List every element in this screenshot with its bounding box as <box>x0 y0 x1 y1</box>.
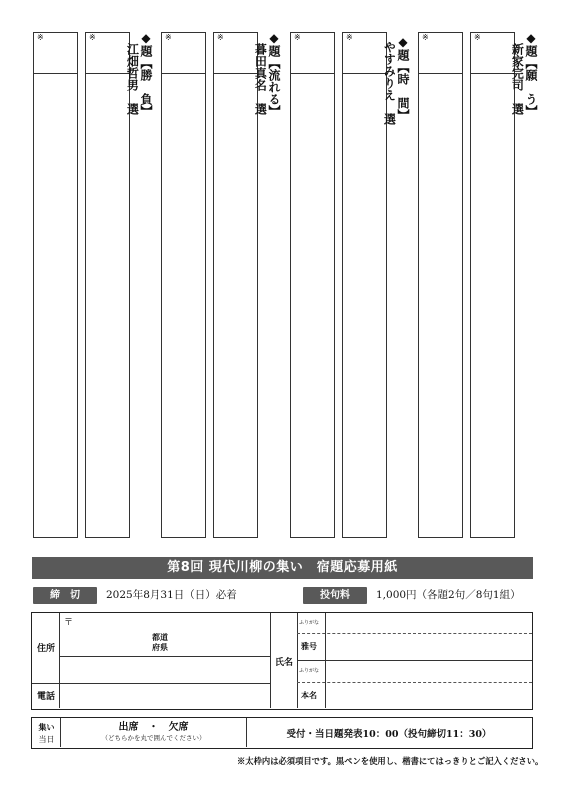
required-mark: ※ <box>89 33 96 42</box>
furigana-label: ふりがな <box>299 668 320 674</box>
theme-label: ◆題【願 う】 新家完司 選 <box>510 31 538 117</box>
real-name-furigana-field[interactable] <box>326 661 531 681</box>
address-line-2[interactable] <box>60 657 270 683</box>
entry-box[interactable] <box>290 32 335 538</box>
selector-name: やすみりえ 選 <box>382 41 397 125</box>
attendance-choice[interactable]: 出席 ・ 欠席 <box>118 722 189 733</box>
deadline-value: 2025年8月31日（日）必着 <box>106 589 237 601</box>
theme-label: ◆題【勝 負】 江畑哲男 選 <box>125 31 153 117</box>
required-mark: ※ <box>346 33 353 42</box>
prefecture-label: 都道 府県 <box>152 632 168 652</box>
required-mark: ※ <box>422 33 429 42</box>
fee-value: 1,000円（各題2句／8句1組） <box>376 589 521 601</box>
address-label: 住所 <box>36 644 55 654</box>
required-mark: ※ <box>165 33 172 42</box>
gathering-label-top: 集い <box>38 722 55 732</box>
phone-label: 電話 <box>36 692 55 702</box>
entry-box[interactable] <box>418 32 463 538</box>
attendance-note: （どちらかを丸で囲んでください） <box>101 734 206 742</box>
selector-name: 暮田真名 選 <box>253 43 268 115</box>
required-mark: ※ <box>294 33 301 42</box>
reception-info: 受付・当日題発表10：00（投句締切11：30） <box>286 729 492 740</box>
real-name-label: 本名 <box>301 690 317 700</box>
entry-box[interactable] <box>33 32 78 538</box>
furigana-label: ふりがな <box>299 620 320 626</box>
required-mark: ※ <box>37 33 44 42</box>
theme-label: ◆題【時 間】 やすみりえ 選 <box>382 35 410 125</box>
entry-box[interactable] <box>85 32 130 538</box>
gathering-label-bottom: 当日 <box>38 735 55 744</box>
required-mark: ※ <box>217 33 224 42</box>
fee-badge: 投句料 <box>303 587 367 604</box>
theme-label: ◆題【流れる】 暮田真名 選 <box>253 31 281 117</box>
selector-name: 江畑哲男 選 <box>125 43 140 115</box>
footnote: ※太枠内は必須項目です。黒ペンを使用し、楷書にてはっきりとご記入ください。 <box>237 756 544 766</box>
deadline-badge: 締 切 <box>33 587 97 604</box>
entry-box[interactable] <box>470 32 515 538</box>
pen-name-furigana-field[interactable] <box>326 613 531 633</box>
required-mark: ※ <box>474 33 481 42</box>
pen-name-field[interactable] <box>326 634 531 660</box>
entry-form <box>31 612 533 710</box>
gathering-row <box>31 717 533 749</box>
real-name-field[interactable] <box>326 683 531 708</box>
entry-box[interactable] <box>213 32 258 538</box>
entry-box[interactable] <box>161 32 206 538</box>
postal-mark: 〒 <box>64 618 74 628</box>
form-title: 第8回 現代川柳の集い 宿題応募用紙 <box>32 557 533 579</box>
entry-box[interactable] <box>342 32 387 538</box>
pen-name-label: 雅号 <box>301 641 317 651</box>
name-label: 氏名 <box>274 658 293 668</box>
selector-name: 新家完司 選 <box>510 43 525 115</box>
phone-field[interactable] <box>60 684 270 708</box>
